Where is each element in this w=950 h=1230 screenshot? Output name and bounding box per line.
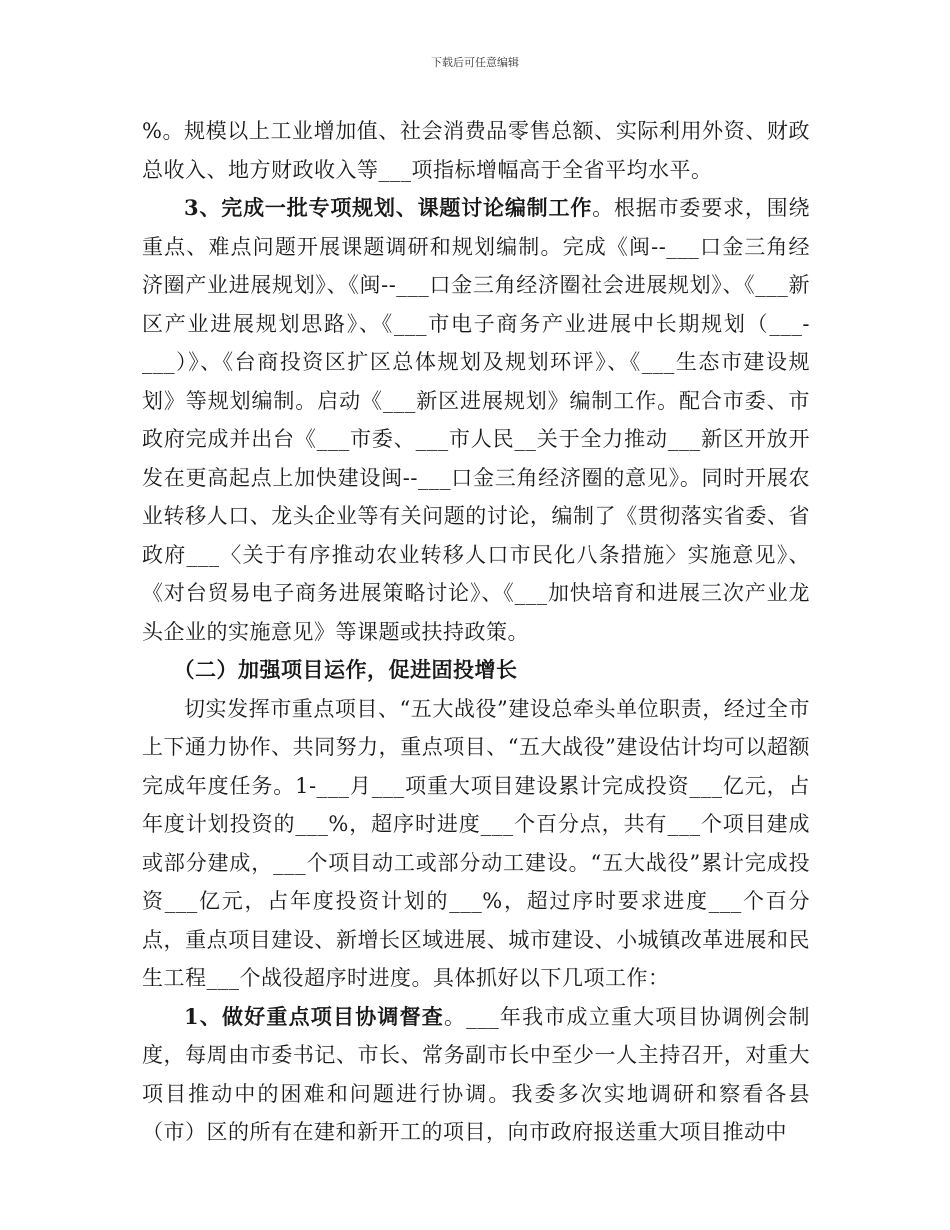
paragraph-1: %。规模以上工业增加值、社会消费品零售总额、实际利用外资、财政总收入、地方财政收入等___项指标增幅高于全省平均水平。 (142, 119, 810, 182)
page-header: 下载后可任意编辑 (431, 56, 519, 69)
paragraph-3: 切实发挥市重点项目、“五大战役”建设总牵头单位职责，经过全市上下通力协作、共同努力，重点项目、“五大战役”建设估计均可以超额完成年度任务。1-___月___项重大项目建设累计完成投资___亿元，占年度计划投资的___%，超序时进度___个百分点，共有___个项目建成或部分建成，___个项目动工或部分动工建设。“五大战役”累计完成投资___亿元，占年度投资计划的___%，超过序时要求进度___个百分点，重点项目建设、新增长区域进展、城市建设、小城镇改革进展和民生工程___个战役超序时进度。具体抓好以下几项工作： (142, 696, 810, 990)
paragraph-2-text: 。根据市委要求，围绕重点、难点问题开展课题调研和规划编制。完成《闽--___口金三角经济圈产业进展规划》、《闽--___口金三角经济圈社会进展规划》、《___新区产业进展规划思路》、《___市电子商务产业进展中长期规划（___-___）》、《台商投资区扩区总体规划及规划环评》、《___生态市建设规划》等规划编制。启动《___新区进展规划》编制工作。配合市委、市政府完成并出台《___市委、___市人民__关于全力推动___新区开放开发在更高起点上加快建设闽--___口金三角经济圈的意见》。同时开展农业转移人口、龙头企业等有关问题的讨论，编制了《贯彻落实省委、省政府___〈关于有序推动农业转移人口市民化八条措施〉实施意见》、《对台贸易电子商务进展策略讨论》、《___加快培育和进展三次产业龙头企业的实施意见》等课题或扶持政策。 (142, 196, 810, 644)
paragraph-4-text: 。___年我市成立重大项目协调例会制度，每周由市委书记、市长、常务副市长中至少一人主持召开，对重大项目推动中的困难和问题进行协调。我委多次实地调研和察看各县（市）区的所有在建和新开工的项目，向市政府报送重大项目推动中 (142, 1004, 810, 1144)
section-2-heading: （二）加强项目运作，促进固投增长 (173, 657, 518, 682)
paragraph-4 (142, 998, 810, 1152)
section-1-heading: 1、做好重点项目协调督查 (184, 1003, 444, 1029)
section-3-heading: 3、完成一批专项规划、课题讨论编制工作 (184, 195, 593, 220)
document-body (142, 112, 810, 1152)
paragraph-2 (142, 189, 810, 651)
